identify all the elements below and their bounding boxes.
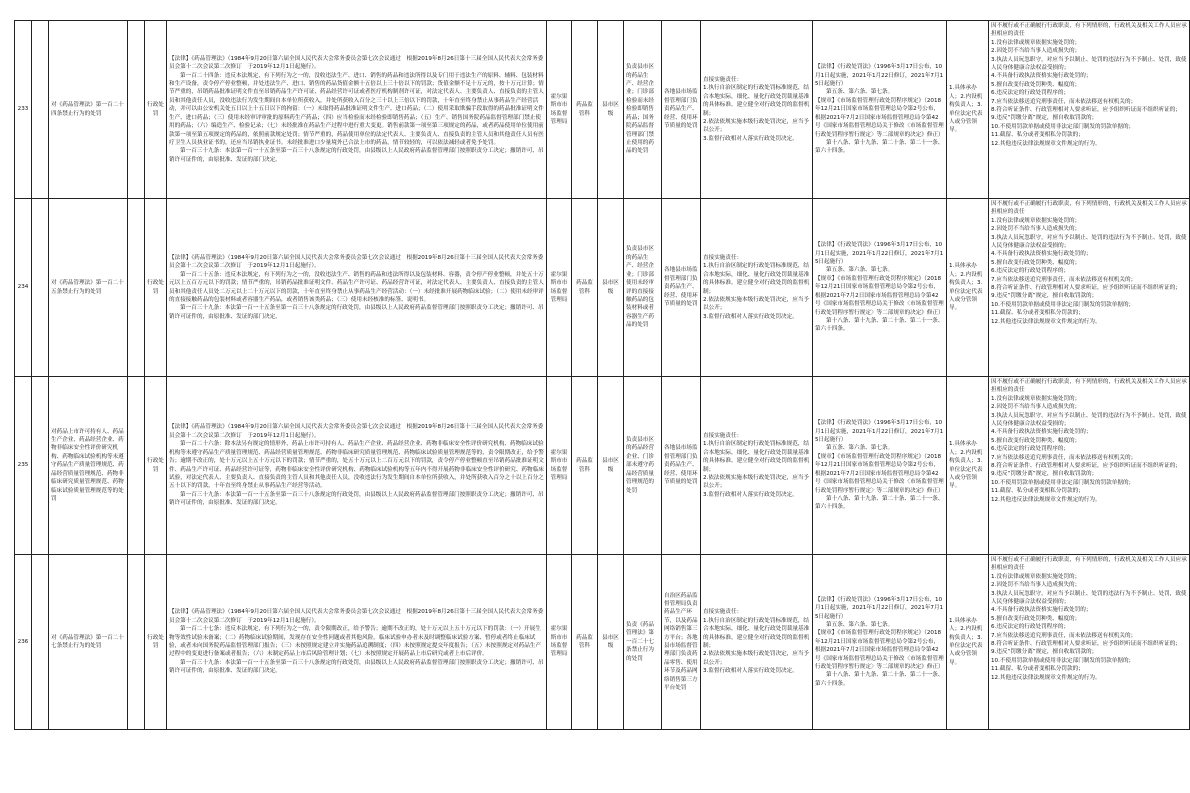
basis-paragraph: 【法律】《药品管理法》（1984年9月20日第六届全国人民代表大会常务委员会第七次会议通过 根据2019年8月26日第十三届全国人民代表大会常务委员会第十二次会议第二次修订 于2019年12月1日起施行）。: [169, 609, 544, 624]
legal-basis: [167, 21, 547, 199]
responsible-person: 1.具体承办人；2.内设机构负责人；3.单位法定代表人或分管领导。: [947, 377, 989, 555]
accountability-line: 3.执法人员玩忽职守，对应当予以制止、处罚的违法行为不予制止、处罚，致使人民身体健康合法权益受损的；: [991, 590, 1187, 606]
accountability-line: 8.符合听证条件、行政管理相对人要求听证，应予组织听证而不组织听证的；: [991, 463, 1181, 470]
accountability-line: 9.违反“罚缴分离”规定，擅自收取罚款的；: [991, 471, 1098, 478]
accountability-line: 1.没有法律或规章依据实施处罚的；: [991, 573, 1081, 580]
accountability-line: 10.不使用罚款单据或使用非法定部门制发的罚款单据的；: [991, 301, 1135, 308]
accountability-line: 2.因处罚不当给当事人造成损失的；: [991, 226, 1081, 233]
measure-line: 1.执行自治区制定的行政处罚标准规范，结合本地实际，细化、量化行政处罚裁量基准的具体标准。建立健全对行政处罚的监督机制；: [703, 85, 810, 117]
legal-basis: [167, 377, 547, 555]
accountability-line: 6.违反法定的行政处罚程序的；: [991, 90, 1070, 97]
responsibility-measures: [701, 199, 813, 377]
item-type: 行政处罚: [145, 555, 167, 730]
basis-paragraph: 第一百三十九条：本法第一百一十五条至第一百三十八条规定的行政处罚，由县级以上人民政府药品监督管理部门按照职责分工决定；撤销许可、吊销许可证件的，由原批准、发证的部门决定。: [169, 659, 544, 675]
legal-line: 第五条、第六条、第七条。: [826, 267, 894, 274]
table-row: [15, 21, 1190, 199]
legal-line: 第十八条、第十九条、第二十条、第二十一条、第六十四条。: [815, 139, 944, 155]
accountability: [989, 21, 1190, 199]
exercise-scope: 负责县市区的药品生产、经营企业；门诊部使用未经审评的直接接触药品的包装材料或者容器生产药品的处罚: [624, 199, 662, 377]
basis-paragraph: 【法律】《药品管理法》（1984年9月20日第六届全国人民代表大会常务委员会第七次会议通过 根据2019年8月26日第十三届全国人民代表大会常务委员会第十二次会议第二次修订 于2019年12月1日起施行）。: [169, 424, 544, 439]
responsibility-division: 自治区药品监督管理局负责药品生产环节，以及药品网络销售第三方平台；各地县市场监督管理部门负责药品零售、使用环节及药品网络销售第三方平台处罚: [662, 555, 701, 730]
accountability-line: 3.执法人员玩忽职守，对应当予以制止、处罚的违法行为不予制止、处罚，致使人民身体健康合法权益受损的；: [991, 412, 1187, 428]
accountability-line: 10.不使用罚款单据或使用非法定部门制发的罚款单据的；: [991, 657, 1135, 664]
basis-paragraph: 【法律】《药品管理法》（1984年9月20日第六届全国人民代表大会常务委员会第七次会议通过 根据2019年8月26日第十三届全国人民代表大会常务委员会第十二次会议第二次修订 于2019年12月1日起施行）。: [169, 254, 544, 270]
accountability-line: 7.应当依法移送追究刑事责任，而未依法移送有权机关的；: [991, 632, 1137, 639]
measure-line: 直接实施责任：: [703, 254, 743, 261]
item-type: 行政处罚: [145, 199, 167, 377]
accountability-line: 因不履行或不正确履行行政职责，有下列情形的，行政机关及相关工作人员应承担相应的责任: [991, 201, 1187, 216]
item-name: 对《药品管理法》第一百二十四条禁止行为的处罚: [49, 21, 128, 199]
responsible-person: 1.具体承办人；2.内设机构负责人；3.单位法定代表人或分管领导。: [947, 555, 989, 730]
responsibility-basis: [813, 199, 947, 377]
responsibility-basis: [813, 21, 947, 199]
accountability-line: 11.截留、私分或者变相私分罚款的；: [991, 666, 1084, 673]
accountability-line: 3.执法人员玩忽职守，对应当予以制止、处罚的违法行为不予制止、处罚，致使人民身体健康合法权益受损的；: [991, 56, 1187, 72]
accountability-line: 1.没有法律或规章依据实施处罚的；: [991, 395, 1081, 402]
legal-line: 【法律】《行政处罚法》（1996年3月17日公布，10月1日起实施，2021年1月22日修订，2021年7月15日起施行）: [815, 242, 944, 266]
accountability-line: 9.违反“罚缴分离”规定，擅自收取罚款的；: [991, 115, 1098, 122]
accountability-line: 7.应当依法移送追究刑事责任，而未依法移送有权机关的；: [991, 454, 1137, 461]
empty-cell: [32, 377, 49, 555]
measure-line: 3.监督行政相对人落实行政处罚决定。: [703, 313, 798, 320]
measure-line: 1.执行自治区制定的行政处罚标准规范，结合本地实际，细化、量化行政处罚裁量基准的具体标准。建立健全对行政处罚的监督机制；: [703, 441, 810, 473]
accountability-line: 4.不具备行政执法资格实施行政处罚的；: [991, 251, 1092, 258]
legal-line: 第十八条、第十九条、第二十条、第二十一条、第六十四条。: [815, 672, 944, 687]
accountability-line: 12.其他违反法律法规规章文件规定的行为。: [991, 318, 1101, 325]
accountability-line: 5.擅自改变行政处罚种类、幅度的；: [991, 259, 1081, 266]
accountability-line: 11.截留、私分或者变相私分罚款的；: [991, 132, 1084, 139]
legal-line: 【法律】《行政处罚法》（1996年3月17日公布，10月1日起实施，2021年1月22日修订，2021年7月15日起施行）: [815, 420, 944, 444]
measure-line: 3.监督行政相对人落实行政处罚决定。: [703, 491, 798, 498]
measure-line: 2.依法依规实施本级行政处罚决定，应当予以公开；: [703, 296, 810, 312]
responsibility-measures: [701, 21, 813, 199]
responsible-department: 药品监管科: [572, 555, 598, 730]
exercise-scope: 负责县市区的药品生产、经营企业；门诊部检验而未经检验即销售药品；国务院药品监督管理部门禁止使用的药品的处罚: [624, 21, 662, 199]
legal-line: 【规章】《市场监督管理行政处罚程序规定》（2018年12月21日国家市场监督管理总局令第2号公布，根据2021年7月2日国家市场监督管理总局令第42号《国家市场监督管理总局关于修改〈市场监督管理行政处罚程序暂行规定〉等二部规章的决定》修正）: [815, 97, 944, 138]
legal-line: 【法律】《行政处罚法》（1996年3月17日公布，10月1日起实施，2021年1月22日修订，2021年7月15日起施行）: [815, 596, 944, 620]
legal-line: 【规章】《市场监督管理行政处罚程序规定》（2018年12月21日国家市场监督管理总局令第2号公布，根据2021年7月2日国家市场监督管理总局令第42号《国家市场监督管理总局关于修改〈市场监督管理行政处罚程序暂行规定〉等二部规章的决定》修正）: [815, 275, 944, 316]
accountability-line: 9.违反“罚缴分离”规定，擅自收取罚款的；: [991, 293, 1098, 300]
accountability-line: 7.应当依法移送追究刑事责任，而未依法移送有权机关的；: [991, 276, 1137, 283]
accountability-line: 1.没有法律或规章依据实施处罚的；: [991, 39, 1081, 46]
responsibility-basis: [813, 377, 947, 555]
accountability-line: 4.不具备行政执法资格实施行政处罚的；: [991, 429, 1092, 436]
table-row: [15, 377, 1190, 555]
basis-paragraph: 第一百三十九条：本法第一百一十五条至第一百三十八条规定的行政处罚，由县级以上人民政府药品监督管理部门按照职责分工决定；撤销许可、吊销许可证件的，由原批准、发证的部门决定。: [169, 148, 544, 163]
implementing-subject: 霍尔果斯市市场监督管理局: [547, 199, 572, 377]
item-name: 对药品上市许可持有人、药品生产企业、药品经营企业、药物非临床安全性评价研究机构、药物临床试验机构等未遵守药品生产质量管理规范、药品经营质量管理规范、药物非临床研究质量管理规范、药物临床试验质量管理规范等的处罚: [49, 377, 128, 555]
measure-line: 直接实施责任：: [703, 609, 743, 616]
exercise-level: 县市区级: [598, 377, 624, 555]
accountability-line: 1.没有法律或规章依据实施处罚的；: [991, 217, 1081, 224]
accountability-line: 因不履行或不正确履行行政职责，有下列情形的，行政机关及相关工作人员应承担相应的责任: [991, 379, 1187, 394]
legal-line: 【法律】《行政处罚法》（1996年3月17日公布，10月1日起实施，2021年1月22日修订，2021年7月15日起施行）: [815, 64, 944, 88]
responsible-department: 药品监管科: [572, 199, 598, 377]
legal-line: 第五条、第六条、第七条。: [826, 445, 894, 452]
accountability-line: 4.不具备行政执法资格实施行政处罚的；: [991, 607, 1092, 614]
basis-paragraph: 第一百二十五条：违反本法规定，有下列行为之一的，没收违法生产、销售的药品和违法所得以及包装材料、容器，责令停产停业整顿，并处五十万元以上五百万元以下的罚款；情节严重的，吊销药品批准证明文件、药品生产许可证、药品经营许可证，对法定代表人、主要负责人、直接负责的主管人员和其他责任人员处二万元以上二十万元以下的罚款，十年直至终身禁止从事药品生产经营活动：（一）未经批准开展药物临床试验；（二）使用未经审评的直接接触药品的包装材料或者容器生产药品，或者销售该类药品；（三）使用未经核准的标签、说明书。: [169, 271, 544, 303]
measure-line: 直接实施责任：: [703, 432, 743, 439]
measure-line: 2.依法依规实施本级行政处罚决定，应当予以公开；: [703, 651, 810, 666]
exercise-level: 县市区级: [598, 555, 624, 730]
responsibility-division: 各地县市场监督管理部门负责药品生产、经营、使用环节质量的处罚: [662, 199, 701, 377]
legal-line: 【规章】《市场监督管理行政处罚程序规定》（2018年12月21日国家市场监督管理总局令第2号公布，根据2021年7月2日国家市场监督管理总局令第42号《国家市场监督管理总局关于修改〈市场监督管理行政处罚程序暂行规定〉等二部规章的决定》修正）: [815, 630, 944, 671]
responsible-person: 1.具体承办人；2.内设机构负责人；3.单位法定代表人或分管领导。: [947, 21, 989, 199]
item-name: 对《药品管理法》第一百二十七条禁止行为的处罚: [49, 555, 128, 730]
legal-line: 第十八条、第十九条、第二十条、第二十一条、第六十四条。: [815, 317, 944, 333]
table-row: [15, 199, 1190, 377]
row-number: 234: [15, 199, 32, 377]
basis-paragraph: 第一百三十九条：本法第一百一十五条至第一百三十八条规定的行政处罚，由县级以上人民政府药品监督管理部门按照职责分工决定；撤销许可、吊销许可证件的，由原批准、发证的部门决定。: [169, 491, 544, 507]
legal-basis: [167, 555, 547, 730]
legal-line: 第五条、第六条、第七条。: [826, 621, 894, 628]
accountability-line: 因不履行或不正确履行行政职责，有下列情形的，行政机关及相关工作人员应承担相应的责任: [991, 23, 1187, 38]
accountability-line: 因不履行或不正确履行行政职责，有下列情形的，行政机关及相关工作人员应承担相应的责任: [991, 557, 1187, 572]
accountability-line: 11.截留、私分或者变相私分罚款的；: [991, 488, 1084, 495]
accountability-line: 12.其他违反法律法规规章文件规定的行为。: [991, 674, 1101, 681]
basis-paragraph: 第一百二十七条：违反本法规定，有下列行为之一的，责令限期改正，给予警告；逾期不改正的，处十万元以上五十万元以下的罚款：（一）开展生物等效性试验未备案；（二）药物临床试验期间，发现存在安全性问题或者其他风险，临床试验申办者未及时调整临床试验方案、暂停或者终止临床试验，或者未向国务院药品监督管理部门报告；（三）未按照规定建立并实施药品追溯制度；（四）未按照规定提交年度报告；（五）未按照规定对药品生产过程中的变更进行备案或者报告；（六）未制定药品上市后风险管理计划；（七）未按照规定开展药品上市后研究或者上市后评价。: [169, 626, 541, 658]
responsible-department: 药品监管科: [572, 21, 598, 199]
accountability-line: 10.不使用罚款单据或使用非法定部门制发的罚款单据的；: [991, 479, 1135, 486]
accountability-line: 2.因处罚不当给当事人造成损失的；: [991, 404, 1081, 411]
responsibility-basis: [813, 555, 947, 730]
accountability-line: 6.违反法定的行政处罚程序的；: [991, 268, 1070, 275]
item-type: 行政处罚: [145, 21, 167, 199]
empty-cell: [128, 199, 145, 377]
accountability-line: 5.擅自改变行政处罚种类、幅度的；: [991, 437, 1081, 444]
legal-line: 【规章】《市场监督管理行政处罚程序规定》（2018年12月21日国家市场监督管理总局令第2号公布，根据2021年7月2日国家市场监督管理总局令第42号《国家市场监督管理总局关于修改〈市场监督管理行政处罚程序暂行规定〉等二部规章的决定》修正）: [815, 453, 944, 494]
table-body: [15, 21, 1190, 730]
accountability-line: 3.执法人员玩忽职守，对应当予以制止、处罚的违法行为不予制止、处罚，致使人民身体健康合法权益受损的；: [991, 234, 1187, 250]
accountability-line: 8.符合听证条件、行政管理相对人要求听证，应予组织听证而不组织听证的；: [991, 285, 1181, 292]
accountability-line: 5.擅自改变行政处罚种类、幅度的；: [991, 81, 1081, 88]
empty-cell: [32, 199, 49, 377]
implementing-subject: 霍尔果斯市市场监督管理局: [547, 555, 572, 730]
row-number: 235: [15, 377, 32, 555]
accountability: [989, 555, 1190, 730]
accountability-line: 12.其他违反法律法规规章文件规定的行为。: [991, 496, 1101, 503]
measure-line: 2.依法依规实施本级行政处罚决定，应当予以公开；: [703, 118, 810, 134]
item-type: 行政处罚: [145, 377, 167, 555]
exercise-scope: 负责《药品管理法》第一百二十七条禁止行为的处罚: [624, 555, 662, 730]
responsibility-division: 各地县市场监督管理部门负责药品生产、经营、使用环节质量的处罚: [662, 21, 701, 199]
accountability-line: 9.违反“罚缴分离”规定，擅自收取罚款的；: [991, 649, 1098, 656]
legal-line: 第十八条、第十九条、第二十条、第二十一条、第六十四条。: [815, 495, 944, 511]
legal-basis: [167, 199, 547, 377]
accountability-line: 8.符合听证条件、行政管理相对人要求听证，应予组织听证而不组织听证的；: [991, 107, 1181, 114]
empty-cell: [32, 555, 49, 730]
exercise-level: 县市区级: [598, 199, 624, 377]
measure-line: 3.监督行政相对人落实行政处罚决定。: [703, 668, 798, 675]
accountability-line: 10.不使用罚款单据或使用非法定部门制发的罚款单据的；: [991, 123, 1135, 130]
empty-cell: [128, 555, 145, 730]
basis-paragraph: 第一百三十九条：本法第一百一十五条至第一百三十八条规定的行政处罚，由县级以上人民政府药品监督管理部门按照职责分工决定；撤销许可、吊销许可证件的，由原批准、发证的部门决定。: [169, 305, 544, 320]
accountability-line: 4.不具备行政执法资格实施行政处罚的；: [991, 73, 1092, 80]
accountability-line: 11.截留、私分或者变相私分罚款的；: [991, 310, 1084, 317]
responsibility-measures: [701, 555, 813, 730]
item-name: 对《药品管理法》第一百二十五条禁止行为的处罚: [49, 199, 128, 377]
responsibility-measures: [701, 377, 813, 555]
penalty-table: [14, 20, 1190, 730]
accountability-line: 2.因处罚不当给当事人造成损失的；: [991, 582, 1081, 589]
accountability: [989, 199, 1190, 377]
exercise-scope: 负责县市区的药品经营企业、门诊部未遵守药品经营质量管理规范的处罚: [624, 377, 662, 555]
measure-line: 直接实施责任：: [703, 76, 743, 83]
row-number: 233: [15, 21, 32, 199]
measure-line: 2.依法依规实施本级行政处罚决定，应当予以公开；: [703, 474, 810, 490]
basis-paragraph: 【法律】《药品管理法》（1984年9月20日第六届全国人民代表大会常务委员会第七次会议通过 根据2019年8月26日第十三届全国人民代表大会常务委员会第十二次会议第二次修订 于2019年12月1日起施行）。: [169, 55, 544, 71]
accountability-line: 2.因处罚不当给当事人造成损失的；: [991, 48, 1081, 55]
accountability-line: 6.违反法定的行政处罚程序的；: [991, 624, 1070, 631]
document-page: [14, 20, 1187, 730]
empty-cell: [128, 377, 145, 555]
responsible-person: 1.具体承办人；2.内设机构负责人；3.单位法定代表人或分管领导。: [947, 199, 989, 377]
measure-line: 3.监督行政相对人落实行政处罚决定。: [703, 135, 798, 142]
legal-line: 第五条、第六条、第七条。: [826, 89, 894, 96]
row-number: 236: [15, 555, 32, 730]
accountability-line: 8.符合听证条件、行政管理相对人要求听证，应予组织听证而不组织听证的；: [991, 641, 1181, 648]
basis-paragraph: 第一百二十六条：除本法另有规定的情形外，药品上市许可持有人、药品生产企业、药品经营企业、药物非临床安全性评价研究机构、药物临床试验机构等未遵守药品生产质量管理规范、药品经营质量管理规范、药物非临床研究质量管理规范、药物临床试验质量管理规范等的，责令限期改正，给予警告；逾期不改正的，处十万元以上五十万元以下的罚款；情节严重的，处五十万元以上二百万元以下的罚款，责令停产停业整顿直至吊销药品批准证明文件、药品生产许可证、药品经营许可证等，药物非临床安全性评价研究机构、药物临床试验机构等五年内不得开展药物非临床安全性评价研究、药物临床试验，对法定代表人、主要负责人、直接负责的主管人员和其他责任人员，没收违法行为发生期间自本单位所获收入，并处所获收入百分之十以上百分之五十以下的罚款，十年直至终身禁止从事药品生产经营等活动。: [169, 441, 544, 490]
implementing-subject: 霍尔果斯市市场监督管理局: [547, 21, 572, 199]
table-row: [15, 555, 1190, 730]
responsibility-division: 各地县市场监督管理部门负责药品生产、经营、使用环节质量的处罚: [662, 377, 701, 555]
accountability-line: 7.应当依法移送追究刑事责任，而未依法移送有权机关的；: [991, 98, 1137, 105]
accountability-line: 5.擅自改变行政处罚种类、幅度的；: [991, 615, 1081, 622]
measure-line: 1.执行自治区制定的行政处罚标准规范，结合本地实际，细化、量化行政处罚裁量基准的具体标准。建立健全对行政处罚的监督机制；: [703, 617, 810, 649]
accountability-line: 12.其他违反法律法规规章文件规定的行为。: [991, 140, 1101, 147]
accountability: [989, 377, 1190, 555]
empty-cell: [128, 21, 145, 199]
accountability-line: 6.违反法定的行政处罚程序的；: [991, 446, 1070, 453]
basis-paragraph: 第一百二十四条：违反本法规定，有下列行为之一的，没收违法生产、进口、销售的药品和违法所得以及专门用于违法生产的原料、辅料、包装材料和生产设备，责令停产停业整顿，并处违法生产、进口、销售的药品货值金额十五倍以上三十倍以下的罚款；货值金额不足十万元的，按十万元计算；情节严重的，吊销药品批准证明文件直至吊销药品生产许可证、药品经营许可证或者医疗机构制剂许可证，对法定代表人、主要负责人、直接负责的主管人员和其他责任人员，没收违法行为发生期间自本单位所获收入，并处所获收入百分之三十以上三倍以下的罚款，十年直至终身禁止从事药品生产经营活动，并可以由公安机关处五日以上十五日以下的拘留：（一）未取得药品批准证明文件生产、进口药品；（二）使用采取欺骗手段取得的药品批准证明文件生产、进口药品；（三）使用未经审评审批的原料药生产药品；（四）应当检验而未经检验即销售药品；（五）生产、销售国务院药品监督管理部门禁止使用的药品；（六）编造生产、检验记录；（七）未经批准在药品生产过程中进行重大变更。销售前款第一项至第三项规定的药品，或者药品使用单位使用前款第一项至第五项规定的药品的，依照前款规定处罚；情节严重的，药品使用单位的法定代表人、主要负责人、直接负责的主管人员和其他责任人员有医疗卫生人员执业证书的，还应当吊销执业证书。未经批准进口少量境外已合法上市的药品，情节较轻的，可以依法减轻或者免予处罚。: [169, 72, 544, 146]
empty-cell: [32, 21, 49, 199]
measure-line: 1.执行自治区制定的行政处罚标准规范，结合本地实际，细化、量化行政处罚裁量基准的具体标准。建立健全对行政处罚的监督机制；: [703, 263, 810, 295]
implementing-subject: 霍尔果斯市市场监督管理局: [547, 377, 572, 555]
exercise-level: 县市区级: [598, 21, 624, 199]
responsible-department: 药品监管科: [572, 377, 598, 555]
